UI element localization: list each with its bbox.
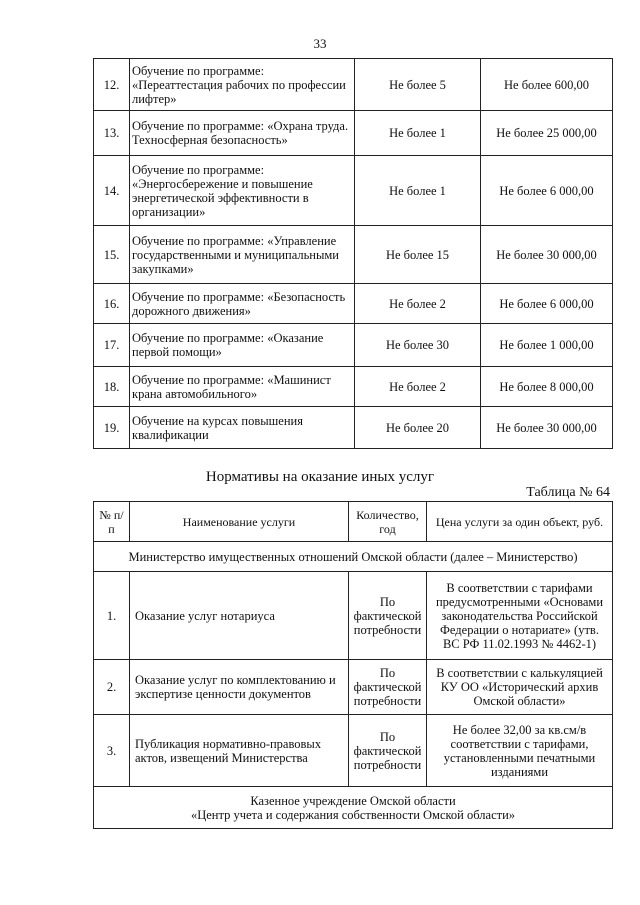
training-services-table <box>93 58 613 449</box>
service-name: Обучение по программе: «Охрана труда. Техносферная безопасность» <box>130 111 355 156</box>
price: Не более 30 000,00 <box>481 226 613 284</box>
table-row <box>94 324 613 367</box>
service-name: Обучение по программе: «Энергосбережение и повышение энергетической эффективности в организации» <box>130 156 355 226</box>
table-row <box>94 367 613 407</box>
row-number: 14. <box>94 156 130 226</box>
quantity: По фактической потребности <box>349 660 427 715</box>
other-services-table <box>93 501 613 829</box>
row-number: 19. <box>94 407 130 449</box>
price: Не более 25 000,00 <box>481 111 613 156</box>
service-name: Оказание услуг по комплектованию и экспертизе ценности документов <box>130 660 349 715</box>
price: Не более 600,00 <box>481 59 613 111</box>
quantity: Не более 1 <box>355 111 481 156</box>
row-number: 13. <box>94 111 130 156</box>
group-title-line1: Казенное учреждение Омской области <box>250 793 456 808</box>
table-label: Таблица № 64 <box>526 485 610 500</box>
service-name: Обучение на курсах повышения квалификации <box>130 407 355 449</box>
quantity: Не более 30 <box>355 324 481 367</box>
table-row <box>94 660 613 715</box>
price: Не более 32,00 за кв.см/в соответствии с тарифами, установленными печатными изданиями <box>427 715 613 787</box>
table-row <box>94 59 613 111</box>
row-number: 18. <box>94 367 130 407</box>
service-name: Обучение по программе: «Безопасность дорожного движения» <box>130 284 355 324</box>
service-name: Обучение по программе: «Управление государственными и муниципальными закупками» <box>130 226 355 284</box>
page-number: 33 <box>313 36 327 51</box>
table-row <box>94 407 613 449</box>
table-row <box>94 111 613 156</box>
header-price: Цена услуги за один объект, руб. <box>427 502 613 542</box>
row-number: 3. <box>94 715 130 787</box>
header-name: Наименование услуги <box>130 502 349 542</box>
price: В соответствии с калькуляцией КУ ОО «Исторический архив Омской области» <box>427 660 613 715</box>
table-header-row <box>94 502 613 542</box>
price: В соответствии с тарифами предусмотренными «Основами законодательства Российской Федерации о нотариате» (утв. ВС РФ 11.02.1993 № 4462-1) <box>427 572 613 660</box>
row-number: 2. <box>94 660 130 715</box>
table-row <box>94 226 613 284</box>
price: Не более 8 000,00 <box>481 367 613 407</box>
quantity: Не более 2 <box>355 284 481 324</box>
group-title <box>94 787 613 829</box>
service-name: Обучение по программе: «Переаттестация рабочих по профессии лифтер» <box>130 59 355 111</box>
quantity: Не более 15 <box>355 226 481 284</box>
row-number: 16. <box>94 284 130 324</box>
price: Не более 6 000,00 <box>481 156 613 226</box>
header-num: № п/п <box>94 502 130 542</box>
group-row <box>94 787 613 829</box>
quantity: По фактической потребности <box>349 715 427 787</box>
table-row <box>94 156 613 226</box>
row-number: 1. <box>94 572 130 660</box>
group-title-line2: «Центр учета и содержания собственности Омской области» <box>190 807 516 822</box>
header-qty: Количество, год <box>349 502 427 542</box>
service-name: Оказание услуг нотариуса <box>130 572 349 660</box>
group-row <box>94 542 613 572</box>
price: Не более 6 000,00 <box>481 284 613 324</box>
row-number: 12. <box>94 59 130 111</box>
service-name: Обучение по программе: «Оказание первой помощи» <box>130 324 355 367</box>
row-number: 15. <box>94 226 130 284</box>
section-title: Нормативы на оказание иных услуг <box>205 469 435 485</box>
quantity: Не более 20 <box>355 407 481 449</box>
table-row <box>94 284 613 324</box>
group-title: Министерство имущественных отношений Омской области (далее – Министерство) <box>94 542 613 572</box>
price: Не более 1 000,00 <box>481 324 613 367</box>
quantity: По фактической потребности <box>349 572 427 660</box>
service-name: Обучение по программе: «Машинист крана автомобильного» <box>130 367 355 407</box>
service-name: Публикация нормативно-правовых актов, извещений Министерства <box>130 715 349 787</box>
quantity: Не более 2 <box>355 367 481 407</box>
price: Не более 30 000,00 <box>481 407 613 449</box>
quantity: Не более 5 <box>355 59 481 111</box>
row-number: 17. <box>94 324 130 367</box>
table-row <box>94 715 613 787</box>
table-row <box>94 572 613 660</box>
quantity: Не более 1 <box>355 156 481 226</box>
